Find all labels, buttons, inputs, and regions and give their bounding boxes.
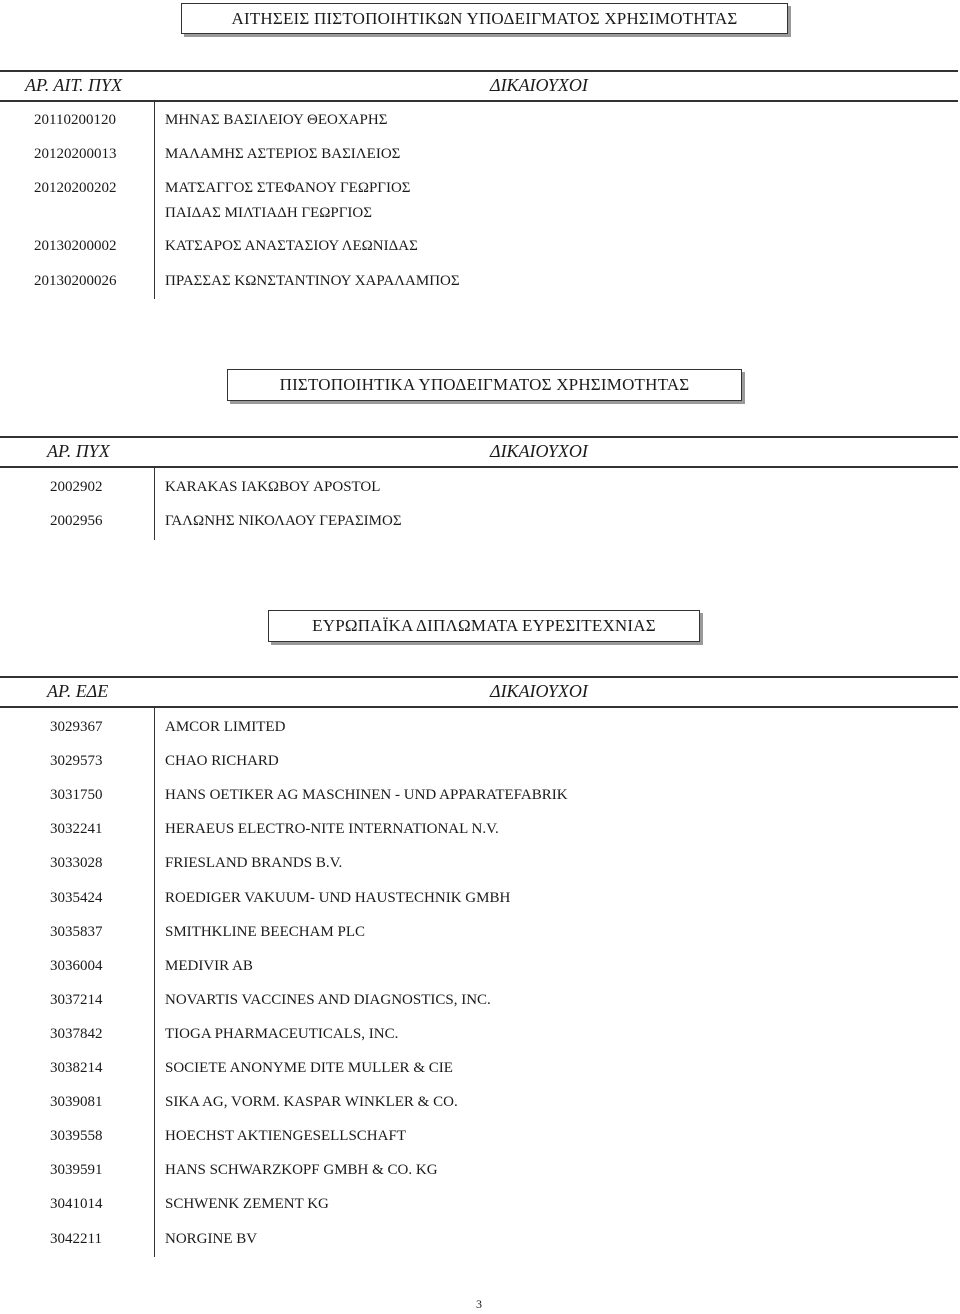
- row-holder: HOECHST AKTIENGESELLSCHAFT: [165, 1128, 406, 1144]
- row-holder: ROEDIGER VAKUUM- UND HAUSTECHNIK GMBH: [165, 890, 511, 906]
- row-number: 3038214: [50, 1060, 103, 1076]
- section-1-divider: [154, 102, 155, 299]
- section-3-divider: [154, 708, 155, 1257]
- row-holder: NORGINE BV: [165, 1231, 258, 1247]
- row-holder: NOVARTIS VACCINES AND DIAGNOSTICS, INC.: [165, 992, 491, 1008]
- section-2-col1-header: ΑΡ. ΠΥΧ: [47, 441, 110, 461]
- row-holder: HANS SCHWARZKOPF GMBH & CO. KG: [165, 1162, 438, 1178]
- section-1-col2-header: ΔΙΚΑΙΟΥΧΟΙ: [490, 75, 588, 95]
- row-number: 3042211: [50, 1231, 102, 1247]
- row-number: 3035837: [50, 924, 103, 940]
- row-number: 3037842: [50, 1026, 103, 1042]
- row-holder: MEDIVIR AB: [165, 958, 253, 974]
- row-holder: CHAO RICHARD: [165, 753, 279, 769]
- section-3-header-row: [0, 676, 958, 708]
- section-2-header-row: [0, 436, 958, 468]
- row-number: 3035424: [50, 890, 103, 906]
- row-number: 3031750: [50, 787, 103, 803]
- section-1-header-row: [0, 70, 958, 102]
- row-holder: TIOGA PHARMACEUTICALS, INC.: [165, 1026, 399, 1042]
- row-holder: SOCIETE ANONYME DITE MULLER & CIE: [165, 1060, 453, 1076]
- row-number: 3039591: [50, 1162, 103, 1178]
- section-2-col2-header: ΔΙΚΑΙΟΥΧΟΙ: [490, 441, 588, 461]
- row-number: 3029367: [50, 719, 103, 735]
- section-1-title: ΑΙΤΗΣΕΙΣ ΠΙΣΤΟΠΟΙΗΤΙΚΩΝ ΥΠΟΔΕΙΓΜΑΤΟΣ ΧΡΗΣΙΜΟΤΗΤΑΣ: [181, 3, 788, 34]
- section-1-col1-header: ΑΡ. ΑΙΤ. ΠΥΧ: [25, 75, 123, 95]
- section-3-title: ΕΥΡΩΠΑΪΚΑ ΔΙΠΛΩΜΑΤΑ ΕΥΡΕΣΙΤΕΧΝΙΑΣ: [268, 610, 700, 642]
- row-holder: HERAEUS ELECTRO-NITE INTERNATIONAL N.V.: [165, 821, 499, 837]
- row-number: 3033028: [50, 855, 103, 871]
- row-holder: HANS OETIKER AG MASCHINEN - UND APPARATEFABRIK: [165, 787, 568, 803]
- row-number: 3039558: [50, 1128, 103, 1144]
- row-holder: SIKA AG, VORM. KASPAR WINKLER & CO.: [165, 1094, 458, 1110]
- row-number: 3032241: [50, 821, 103, 837]
- row-holder: FRIESLAND BRANDS B.V.: [165, 855, 343, 871]
- section-2-title: ΠΙΣΤΟΠΟΙΗΤΙΚΑ ΥΠΟΔΕΙΓΜΑΤΟΣ ΧΡΗΣΙΜΟΤΗΤΑΣ: [227, 369, 742, 401]
- row-number: 3041014: [50, 1196, 103, 1212]
- section-3-col1-header: ΑΡ. ΕΔΕ: [47, 681, 109, 701]
- row-number: 3037214: [50, 992, 103, 1008]
- page-number: 3: [476, 1297, 482, 1311]
- row-holder: SMITHKLINE BEECHAM PLC: [165, 924, 366, 940]
- row-number: 3036004: [50, 958, 103, 974]
- row-holder: AMCOR LIMITED: [165, 719, 286, 735]
- section-2-divider: [154, 468, 155, 540]
- section-3-col2-header: ΔΙΚΑΙΟΥΧΟΙ: [490, 681, 588, 701]
- row-holder: SCHWENK ZEMENT KG: [165, 1196, 329, 1212]
- row-number: 3039081: [50, 1094, 103, 1110]
- row-number: 3029573: [50, 753, 103, 769]
